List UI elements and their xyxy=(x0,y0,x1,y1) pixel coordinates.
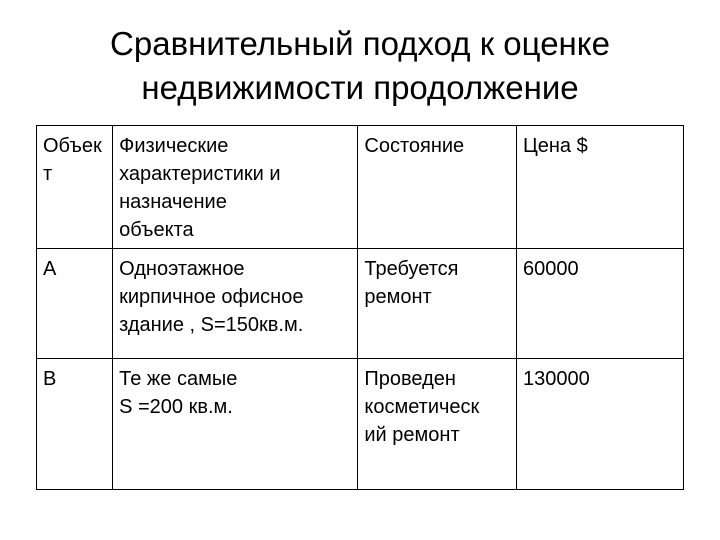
cell-object: В xyxy=(37,359,113,490)
slide-title xyxy=(0,22,720,110)
header-characteristics: Физические характеристики и назначение объекта xyxy=(113,126,358,249)
cell-price: 60000 xyxy=(516,249,683,359)
comparison-table xyxy=(36,125,684,490)
header-condition: Состояние xyxy=(358,126,517,249)
cell-characteristics: Одноэтажное кирпичное офисное здание , S=150кв.м. xyxy=(113,249,358,359)
table-header-row xyxy=(37,126,684,249)
cell-price: 130000 xyxy=(516,359,683,490)
cell-characteristics: Те же самые S =200 кв.м. xyxy=(113,359,358,490)
slide-title-line-2: недвижимости продолжение xyxy=(141,69,579,106)
cell-condition: Требуется ремонт xyxy=(358,249,517,359)
slide-title-line-1: Сравнительный подход к оценке xyxy=(110,25,610,62)
table-row xyxy=(37,249,684,359)
table-row xyxy=(37,359,684,490)
cell-object: А xyxy=(37,249,113,359)
cell-condition: Проведен косметическ ий ремонт xyxy=(358,359,517,490)
header-price: Цена $ xyxy=(516,126,683,249)
header-object: Объек т xyxy=(37,126,113,249)
